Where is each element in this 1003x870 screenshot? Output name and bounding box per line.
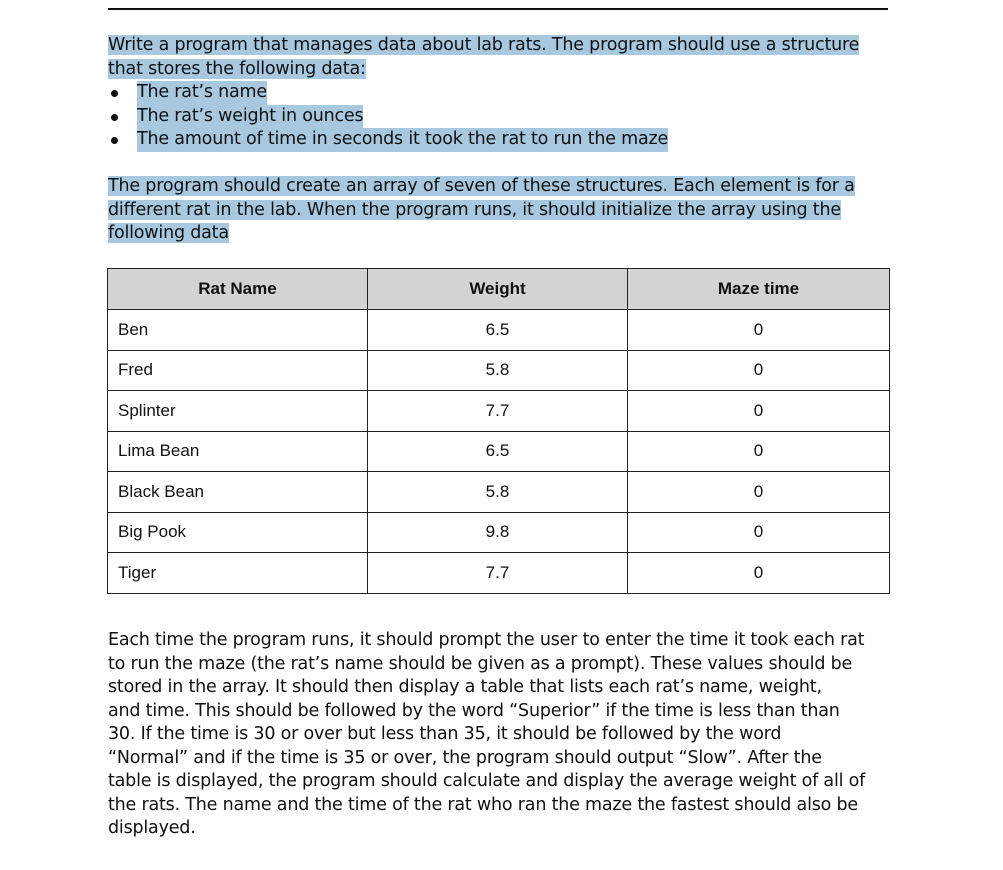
data-field-list (108, 81, 898, 152)
rat-name-cell: Lima Bean (108, 431, 368, 472)
paragraph-line[interactable]: different rat in the lab. When the program runs, it should initialize the array using the (108, 199, 841, 220)
table-row (108, 553, 890, 594)
header-rat-name: Rat Name (108, 269, 368, 310)
table-row (108, 472, 890, 513)
paragraph-line: displayed. (108, 818, 196, 838)
weight-cell: 5.8 (368, 350, 628, 391)
maze-time-cell: 0 (628, 472, 890, 513)
paragraph-line: stored in the array. It should then display a table that lists each rat’s name, weight, (108, 677, 822, 697)
weight-cell: 6.5 (368, 431, 628, 472)
bullet-text[interactable]: The amount of time in seconds it took the rat to run the maze (137, 128, 668, 152)
bullet-text[interactable]: The rat’s name (137, 81, 267, 105)
paragraph-line: Each time the program runs, it should prompt the user to enter the time it took each rat (108, 630, 865, 650)
paragraph-line: “Normal” and if the time is 35 or over, the program should output “Slow”. After the (108, 747, 822, 768)
rat-name-cell: Big Pook (108, 512, 368, 553)
rat-name-cell: Splinter (108, 391, 368, 432)
maze-time-cell: 0 (628, 350, 890, 391)
paragraph-line: table is displayed, the program should calculate and display the average weight of all of (108, 771, 866, 791)
rat-name-cell: Ben (108, 310, 368, 351)
intro-line[interactable]: that stores the following data: (108, 58, 366, 79)
instructions-paragraph (108, 629, 898, 841)
paragraph-line: and time. This should be followed by the word “Superior” if the time is less than than (108, 700, 840, 721)
intro-paragraph (108, 34, 898, 81)
table-row (108, 350, 890, 391)
table-row (108, 310, 890, 351)
paragraph-line[interactable]: following data (108, 223, 229, 243)
weight-cell: 6.5 (368, 310, 628, 351)
list-item (108, 128, 898, 152)
table-row (108, 512, 890, 553)
weight-cell: 7.7 (368, 391, 628, 432)
list-item (108, 81, 898, 105)
table-row (108, 431, 890, 472)
rat-name-cell: Fred (108, 350, 368, 391)
table-header-row (108, 269, 890, 310)
maze-time-cell: 0 (628, 431, 890, 472)
paragraph-line: 30. If the time is 30 or over but less than 35, it should be followed by the word (108, 724, 782, 744)
paragraph-line: the rats. The name and the time of the rat who ran the maze the fastest should also be (108, 794, 858, 815)
bullet-icon (111, 137, 118, 144)
rat-name-cell: Tiger (108, 553, 368, 594)
maze-time-cell: 0 (628, 310, 890, 351)
table-row (108, 391, 890, 432)
header-maze-time: Maze time (628, 269, 890, 310)
paragraph-line[interactable]: The program should create an array of seven of these structures. Each element is for a (108, 176, 855, 196)
maze-time-cell: 0 (628, 553, 890, 594)
list-item (108, 105, 898, 129)
weight-cell: 9.8 (368, 512, 628, 553)
bullet-icon (111, 114, 118, 121)
paragraph-line: to run the maze (the rat’s name should be given as a prompt). These values should be (108, 653, 853, 674)
intro-line[interactable]: Write a program that manages data about lab rats. The program should use a structure (108, 35, 860, 55)
rat-data-table (107, 268, 890, 594)
weight-cell: 5.8 (368, 472, 628, 513)
bullet-icon (111, 90, 118, 97)
maze-time-cell: 0 (628, 391, 890, 432)
header-weight: Weight (368, 269, 628, 310)
rat-name-cell: Black Bean (108, 472, 368, 513)
array-paragraph (108, 175, 898, 246)
maze-time-cell: 0 (628, 512, 890, 553)
top-rule (108, 8, 888, 10)
bullet-text[interactable]: The rat’s weight in ounces (137, 105, 363, 129)
weight-cell: 7.7 (368, 553, 628, 594)
